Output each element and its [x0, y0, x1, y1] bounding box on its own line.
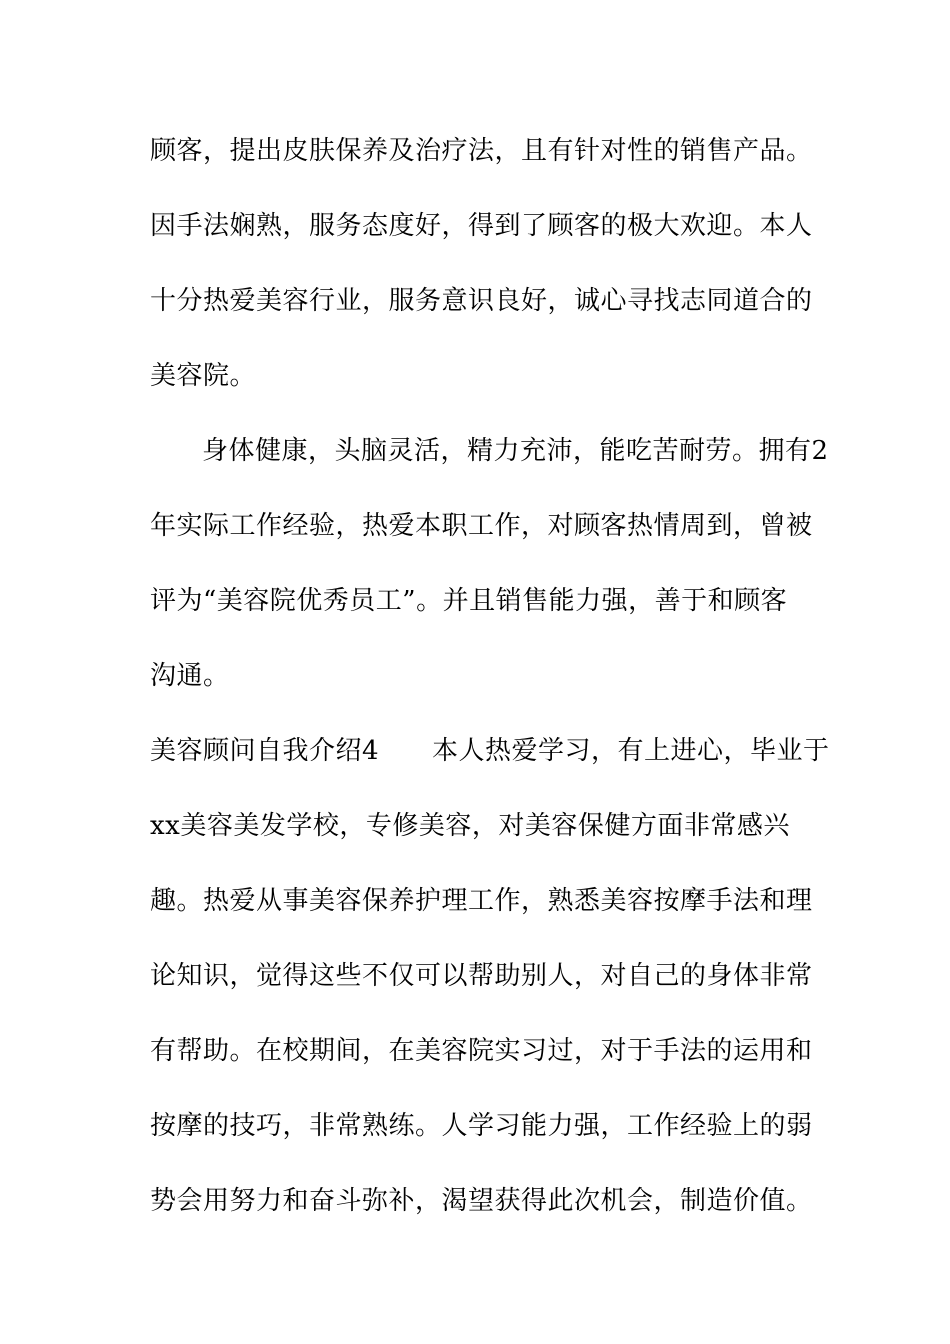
text-line-2: 因手法娴熟，服务态度好，得到了顾客的极大欢迎。本人: [150, 211, 813, 241]
text-line-13: 有帮助。在校期间，在美容院实习过，对于手法的运用和: [150, 1036, 813, 1066]
text-line-4: 美容院。: [150, 361, 257, 391]
text-line-8: 沟通。: [150, 661, 230, 691]
text-line-6: 年实际工作经验，热爱本职工作，对顾客热情周到，曾被: [150, 511, 813, 541]
text-line-12: 论知识，觉得这些不仅可以帮助别人，对自己的身体非常: [150, 961, 813, 991]
text-line-14: 按摩的技巧，非常熟练。人学习能力强，工作经验上的弱: [150, 1111, 813, 1141]
text-line-11: 趣。热爱从事美容保养护理工作，熟悉美容按摩手法和理: [150, 886, 813, 916]
text-line-3: 十分热爱美容行业，服务意识良好，诚心寻找志同道合的: [150, 286, 813, 316]
text-line-5: 身体健康，头脑灵活，精力充沛，能吃苦耐劳。拥有2: [202, 436, 829, 466]
text-line-7: 评为“美容院优秀员工”。并且销售能力强，善于和顾客: [150, 586, 788, 616]
section-heading-line: 美容顾问自我介绍4 本人热爱学习，有上进心，毕业于: [150, 736, 830, 766]
text-line-10: xx美容美发学校，专修美容，对美容保健方面非常感兴: [150, 811, 790, 841]
text-line-15: 势会用努力和奋斗弥补，渴望获得此次机会，制造价值。: [150, 1186, 813, 1216]
text-line-1: 顾客，提出皮肤保养及治疗法，且有针对性的销售产品。: [150, 136, 813, 166]
